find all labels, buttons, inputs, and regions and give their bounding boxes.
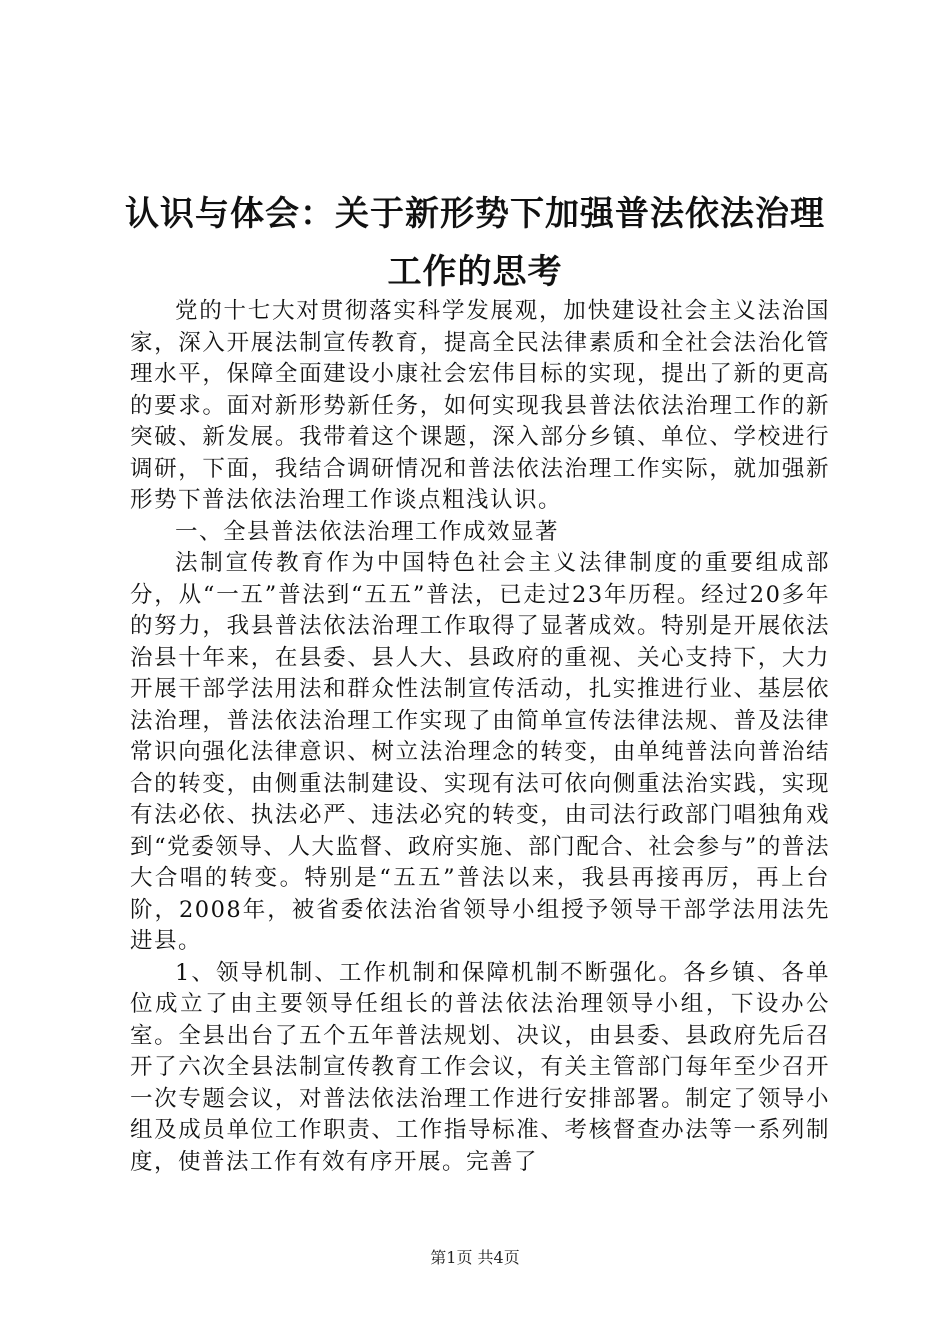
paragraph-mechanisms: 1、领导机制、工作机制和保障机制不断强化。各乡镇、各单位成立了由主要领导任组长的普法依法治理领导小组，下设办公室。全县出台了五个五年普法规划、决议，由县委、县政府先后召开了六次全县法制宣传教育工作会议，有关主管部门每年至少召开一次专题会议，对普法依法治理工作进行安排部署。制定了领导小组及成员单位工作职责、工作指导标准、考核督查办法等一系列制度，使普法工作有效有序开展。完善了 bbox=[130, 959, 830, 1175]
document-title-line-1: 认识与体会：关于新形势下加强普法依法治理 bbox=[125, 194, 825, 234]
section-heading-1: 一、全县普法依法治理工作成效显著 bbox=[175, 518, 560, 545]
paragraph-intro: 党的十七大对贯彻落实科学发展观，加快建设社会主义法治国家，深入开展法制宣传教育，提高全民法律素质和全社会法治化管理水平，保障全面建设小康社会宏伟目标的实现，提出了新的更高的要求。面对新形势新任务，如何实现我县普法依法治理工作的新突破、新发展。我带着这个课题，深入部分乡镇、单位、学校进行调研，下面，我结合调研情况和普法依法治理工作实际，就加强新形势下普法依法治理工作谈点粗浅认识。 bbox=[130, 298, 830, 513]
document-title-line-2: 工作的思考 bbox=[387, 252, 563, 292]
paragraph-achievements: 法制宣传教育作为中国特色社会主义法律制度的重要组成部分，从“一五”普法到“五五”普法，已走过23年历程。经过20多年的努力，我县普法依法治理工作取得了显著成效。特别是开展依法治县十年来，在县委、县人大、县政府的重视、关心支持下，大力开展干部学法用法和群众性法制宣传活动，扎实推进行业、基层依法治理，普法依法治理工作实现了由简单宣传法律法规、普及法律常识向强化法律意识、树立法治理念的转变，由单纯普法向普治结合的转变，由侧重法制建设、实现有法可依向侧重法治实践，实现有法必依、执法必严、违法必究的转变，由司法行政部门唱独角戏到“党委领导、人大监督、政府实施、部门配合、社会参与”的普法大合唱的转变。特别是“五五”普法以来，我县再接再厉，再上台阶，2008年，被省委依法治省领导小组授予领导干部学法用法先进县。 bbox=[130, 550, 830, 954]
page-footer: 第1页 共4页 bbox=[430, 1248, 520, 1267]
document-body bbox=[130, 296, 830, 1178]
